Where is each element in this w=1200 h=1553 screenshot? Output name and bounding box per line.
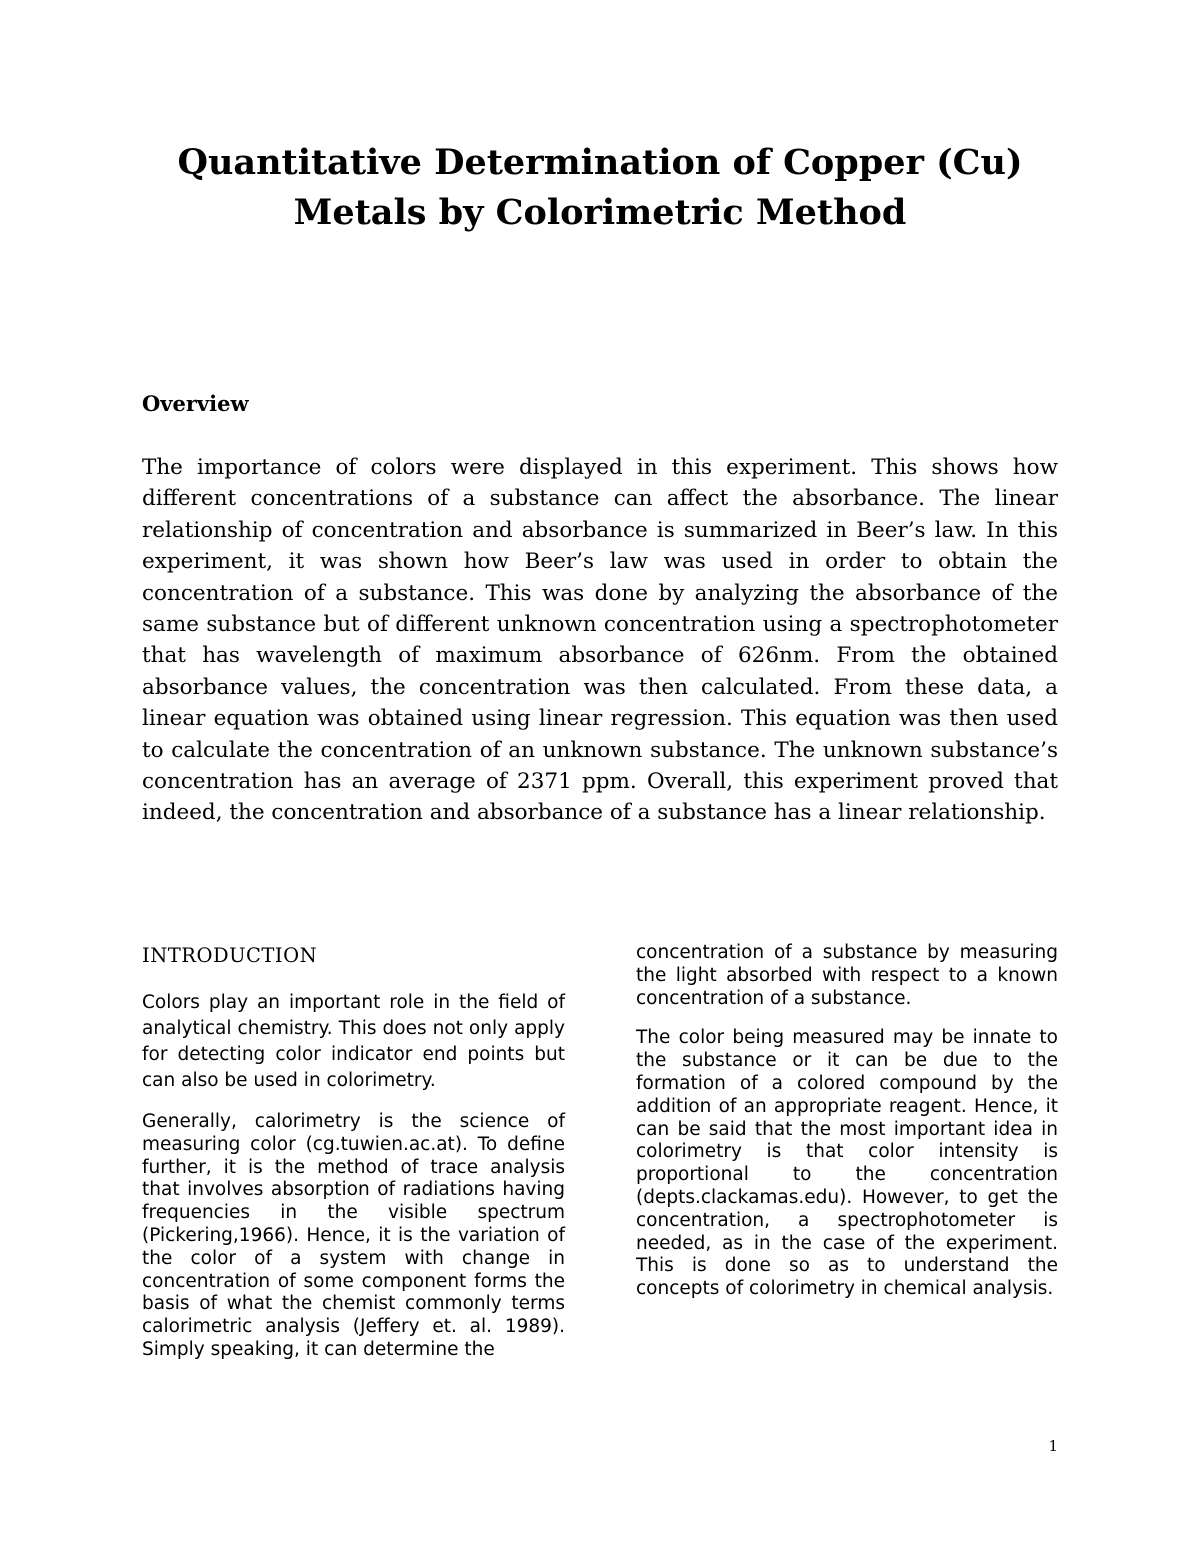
document-title <box>100 138 1100 238</box>
left-column <box>142 942 565 1379</box>
intro-paragraph-1: Colors play an important role in the field of analytical chemistry. This does not only apply for detecting color indicator end points but can also be used in colorimetry. <box>142 992 565 1091</box>
right-column <box>636 942 1058 1318</box>
title-line-2: Metals by Colorimetric Method <box>293 192 907 233</box>
page-number: 1 <box>1048 1437 1058 1455</box>
title-line-1: Quantitative Determination of Copper (Cu) <box>177 142 1023 183</box>
intro-paragraph-2: Generally, calorimetry is the science of measuring color (cg.tuwien.ac.at). To define further, it is the method of trace analysis that involves absorption of radiations having frequencies in the visible spectrum (Pickering,1966). Hence, it is the variation of the color of a system with change in concentration of some component forms the basis of what the chemist commonly terms calorimetric analysis (Jeffery et. al. 1989). Simply speaking, it can determine the <box>142 1111 565 1360</box>
intro-paragraph-3: concentration of a substance by measuring the light absorbed with respect to a known concentration of a substance. <box>636 942 1058 1009</box>
intro-paragraph-4: The color being measured may be innate to the substance or it can be due to the formation of a colored compound by the addition of an appropriate reagent. Hence, it can be said that the most important idea in colorimetry is that color intensity is proportional to the concentration (depts.clackamas.edu). However, to get the concentration, a spectrophotometer is needed, as in the case of the experiment. This is done so as to understand the concepts of colorimetry in chemical analysis. <box>636 1027 1058 1300</box>
overview-paragraph: The importance of colors were displayed in this experiment. This shows how different concentrations of a substance can affect the absorbance. The linear relationship of concentration and absorbance is summarized in Beer’s law. In this experiment, it was shown how Beer’s law was used in order to obtain the concentration of a substance. This was done by analyzing the absorbance of the same substance but of different unknown concentration using a spectrophotometer that has wavelength of maximum absorbance of 626nm. From the obtained absorbance values, the concentration was then calculated. From these data, a linear equation was obtained using linear regression. This equation was then used to calculate the concentration of an unknown substance. The unknown substance’s concentration has an average of 2371 ppm. Overall, this experiment proved that indeed, the concentration and absorbance of a substance has a linear relationship. <box>142 455 1058 826</box>
introduction-heading: INTRODUCTION <box>142 944 318 967</box>
overview-heading: Overview <box>142 391 249 416</box>
